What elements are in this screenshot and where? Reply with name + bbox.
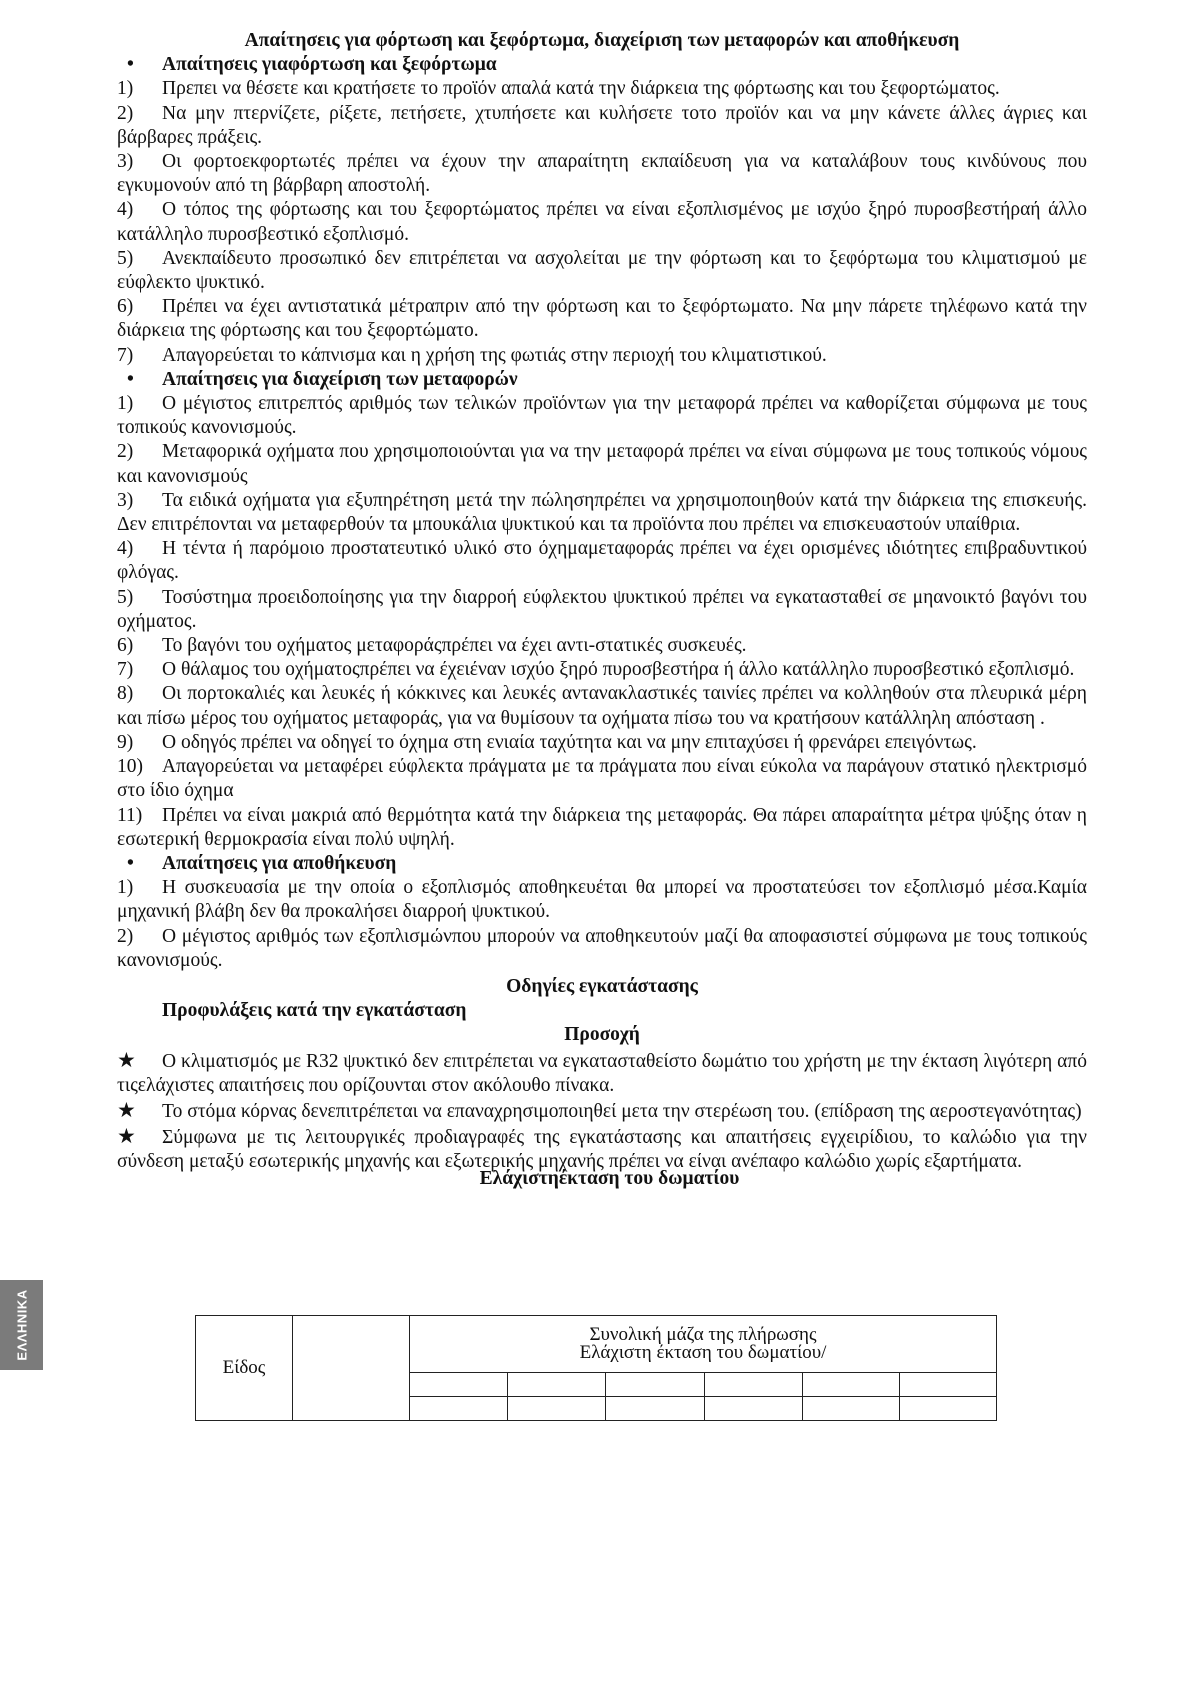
min-area-label: Ελάχιστη έκταση του δωματίου/: [579, 1342, 827, 1363]
note-text: Το στόμα κόρνας δενεπιτρέπεται να επαναχρησιμοποιηθεί μετα την στερέωση του. (επίδραση της αεροστεγανότητας): [162, 1100, 1082, 1122]
item-text: Ο θάλαμος του οχήματοςπρέπει να έχειέναν ισχύο ξηρό πυροσβεστήρα ή άλλο κατάλληλο πυροσβεστικό εξοπλισμό.: [162, 659, 1075, 681]
item-number: 7): [117, 659, 134, 681]
item-number: 10): [117, 756, 143, 778]
item-number: 9): [117, 731, 134, 753]
document-page: [117, 29, 1087, 1191]
item-text: Απαγορεύεται το κάπνισμα και η χρήση της φωτιάς στην περιοχή του κλιματιστικού.: [162, 344, 827, 366]
item-number: 3): [117, 151, 134, 173]
table-cell: [410, 1373, 508, 1397]
item-number: 4): [117, 538, 134, 560]
install-notes: [117, 1048, 1087, 1175]
item-text: Τα ειδικά οχήματα για εξυπηρέτηση μετά την πώλησηπρέπει να χρησιμοποιηθούν κατά την διάρκεια της επισκευής. Δεν επιτρέπονται να μεταφερθούν τα μπουκάλια ψυκτικού και τα προϊόντα που πρέπει να επισκευαστούν υπαίθρια.: [117, 489, 1087, 536]
list-item: [117, 537, 1087, 585]
list-item: [117, 344, 1087, 368]
section-heading: [117, 368, 1087, 392]
list-item: [117, 489, 1087, 537]
list-item: [117, 634, 1087, 658]
item-number: 11): [117, 804, 143, 826]
section-heading-text: Απαίτησεις για διαχείριση των μεταφορών: [162, 368, 518, 390]
item-text: Πρεπει να θέσετε και κρατήσετε το προϊόν απαλά κατά την διάρκεια της φόρτωσης και του ξεφορτώματος.: [162, 78, 1000, 100]
item-number: 3): [117, 489, 134, 511]
table-cell: [705, 1397, 803, 1421]
install-subheading: Προφυλάξεις κατά την εγκατάσταση: [162, 1000, 467, 1022]
star-icon: ★: [117, 1124, 136, 1149]
list-item: [117, 731, 1087, 755]
table-cell: [410, 1397, 508, 1421]
caution-note: [117, 1098, 1087, 1124]
item-number: 5): [117, 247, 134, 269]
table-cell: [803, 1397, 900, 1421]
list-item: [117, 876, 1087, 924]
item-text: Οι πορτοκαλιές και λευκές ή κόκκινες και λευκές αντανακλαστικές ταινίες πρέπει να κολληθούν στα πλευρικά μέρη και πίσω μέρος του οχήματος μεταφοράς, για να θυμίσουν τα οχήματα πίσω του να κρατήσουν κατάλληλη απόσταση .: [117, 683, 1087, 729]
item-text: Να μην πτερνίζετε, ρίξετε, πετήσετε, χτυπήσετε και κυλήσετε τοτο προϊόν και να μην κάνετε άλλες άγριες και βάρβαρες πράξεις.: [117, 102, 1087, 148]
charge-mass-header: [410, 1316, 997, 1373]
item-number: 1): [117, 393, 134, 415]
item-number: 6): [117, 296, 134, 318]
table-cell: [508, 1373, 606, 1397]
list-item: [117, 925, 1087, 973]
item-text: Απαγορεύεται να μεταφέρει εύφλεκτα πράγματα με τα πράγματα που είναι εύκολα να παράγουν στατικό ηλεκτρισμό στο ίδιο όχημα: [117, 756, 1087, 802]
section-heading-text: Απαίτησεις για αποθήκευση: [162, 852, 397, 874]
requirements-sections: [117, 53, 1087, 973]
item-number: 1): [117, 78, 134, 100]
list-item: [117, 804, 1087, 852]
page-title: Απαίτησεις για φόρτωση και ξεφόρτωμα, διαχείριση των μεταφορών και αποθήκευση: [244, 30, 960, 51]
list-item: [117, 682, 1087, 730]
item-number: 4): [117, 199, 134, 221]
bullet-icon: •: [127, 852, 134, 874]
install-heading: Οδηγίες εγκατάστασης: [506, 975, 698, 997]
list-item: [117, 295, 1087, 343]
language-tab-label: ΕΛΛΗΝΙΚΑ: [14, 1289, 29, 1361]
item-text: Τοσύστημα προειδοποίησης για την διαρροή εύφλεκτου ψυκτικού πρέπει να εγκατασταθεί σε μηανοικτό βαγόνι του οχήματος.: [117, 586, 1087, 632]
list-item: [117, 755, 1087, 803]
table-cell: [803, 1373, 900, 1397]
item-text: Η τέντα ή παρόμοιο προστατευτικό υλικό στο όχημαμεταφοράς πρέπει να έχει ορισμένες ιδιότητες επιβραδυντικού φλόγας.: [117, 538, 1087, 584]
table-cell: [705, 1373, 803, 1397]
bullet-icon: •: [127, 54, 134, 76]
min-room-area-table: [195, 1315, 997, 1421]
item-number: 2): [117, 441, 134, 463]
charge-mass-label: Συνολική μάζα της πλήρωσης: [589, 1324, 817, 1345]
item-text: Ο μέγιστος επιτρεπτός αριθμός των τελικών προϊόντων για την μεταφορά πρέπει να καθορίζεται σύμφωνα με τους τοπικούς κανονισμούς.: [117, 393, 1087, 439]
list-item: [117, 150, 1087, 198]
table-cell: [508, 1397, 606, 1421]
list-item: [117, 586, 1087, 634]
star-icon: ★: [117, 1097, 136, 1122]
item-number: 2): [117, 102, 134, 124]
item-text: Ο τόπος της φόρτωσης και του ξεφορτώματος πρέπει να είναι εξοπλισμένος με ισχύο ξηρό πυροσβεστήραή άλλο κατάλληλο πυροσβεστικό εξοπλισμό.: [117, 199, 1087, 245]
table-title: Ελάχιστηέκταση του δωματίου: [479, 1167, 740, 1189]
table-cell: [900, 1373, 997, 1397]
item-number: 1): [117, 877, 134, 899]
item-text: Πρέπει να έχει αντιστατικά μέτραπριν από την φόρτωση και το ξεφόρτωματο. Να μην πάρετε τηλέφωνο κατά την διάρκεια της φόρτωσης και του ξεφορτώματο.: [117, 296, 1087, 342]
note-text: Ο κλιματισμός με R32 ψυκτικό δεν επιτρέπεται να εγκατασταθείστο δωμάτιο του χρήστη με την έκταση λιγότερη από τιςελάχιστες απαιτήσεις που ορίζουνται στον ακόλουθο πίνακα.: [117, 1050, 1087, 1096]
item-number: 5): [117, 586, 134, 608]
item-text: Πρέπει να είναι μακριά από θερμότητα κατά την διάρκεια της μεταφοράς. Θα πάρει απαραίτητα μέτρα ψύξης όταν η εσωτερική θερμοκρασία είναι πολύ υψηλή.: [117, 804, 1087, 850]
list-item: [117, 102, 1087, 150]
item-text: Οι φορτοεκφορτωτές πρέπει να έχουν την απαραίτητη εκπαίδευση για να καταλάβουν τους κινδύνους που εγκυμονούν από τη βάρβαρη αποστολή.: [117, 151, 1087, 197]
table-cell: [606, 1373, 705, 1397]
caution-heading: Προσοχή: [564, 1024, 640, 1046]
item-number: 7): [117, 344, 134, 366]
type-header: Είδος: [196, 1316, 293, 1421]
item-text: Ανεκπαίδευτο προσωπικό δεν επιτρέπεται να ασχολείται με την φόρτωση και το ξεφόρτωμα του κλιματισμού με εύφλεκτο ψυκτικό.: [117, 247, 1087, 294]
list-item: [117, 658, 1087, 682]
table-cell: [606, 1397, 705, 1421]
item-text: Ο μέγιστος αριθμός των εξοπλισμώνπου μπορούν να αποθηκευτούν μαζί θα αποφασιστεί σύμφωνα με τους τοπικούς κανονισμούς.: [117, 925, 1087, 971]
section-heading: [117, 53, 1087, 77]
table-cell: [900, 1397, 997, 1421]
list-item: [117, 440, 1087, 488]
item-text: Μεταφορικά οχήματα που χρησιμοποιούνται για να την μεταφορά πρέπει να είναι σύμφωνα με τους τοπικούς νόμους και κανονισμούς: [117, 441, 1087, 487]
item-text: Ο οδηγός πρέπει να οδηγεί το όχημα στη ενιαία ταχύτητα και να μην επιταχύσει ή φρενάρει επειγόντως.: [162, 731, 977, 753]
star-icon: ★: [117, 1047, 136, 1072]
item-number: 8): [117, 683, 134, 705]
note-text: Σύμφωνα με τις λειτουργικές προδιαγραφές της εγκατάστασης και απαιτήσεις εγχειρίδιου, το καλώδιο για την σύνδεση μεταξύ εσωτερικής μηχανής και εξωτερικής μηχανής πρέπει να είναι ανέπαφο καλώδιο χωρίς εξαρτήματα.: [117, 1127, 1087, 1173]
item-text: Η συσκευασία με την οποία ο εξοπλισμός αποθηκευέται θα μπορεί να προστατεύσει τον εξοπλισμό μέσα.Καμία μηχανική βλάβη δεν θα προκαλήσει διαρροή ψυκτικού.: [117, 877, 1087, 923]
blank-cell: [293, 1316, 410, 1421]
item-number: 6): [117, 635, 134, 657]
caution-note: [117, 1048, 1087, 1098]
bullet-icon: •: [127, 368, 134, 390]
list-item: [117, 247, 1087, 295]
item-number: 2): [117, 925, 134, 947]
section-heading-text: Απαίτησεις γιαφόρτωση και ξεφόρτωμα: [162, 54, 497, 76]
section-heading: [117, 852, 1087, 876]
language-tab: [0, 1280, 43, 1370]
list-item: [117, 198, 1087, 246]
item-text: Το βαγόνι του οχήματος μεταφοράςπρέπει να έχει αντι-στατικές συσκευές.: [162, 635, 747, 657]
list-item: [117, 77, 1087, 101]
list-item: [117, 392, 1087, 440]
